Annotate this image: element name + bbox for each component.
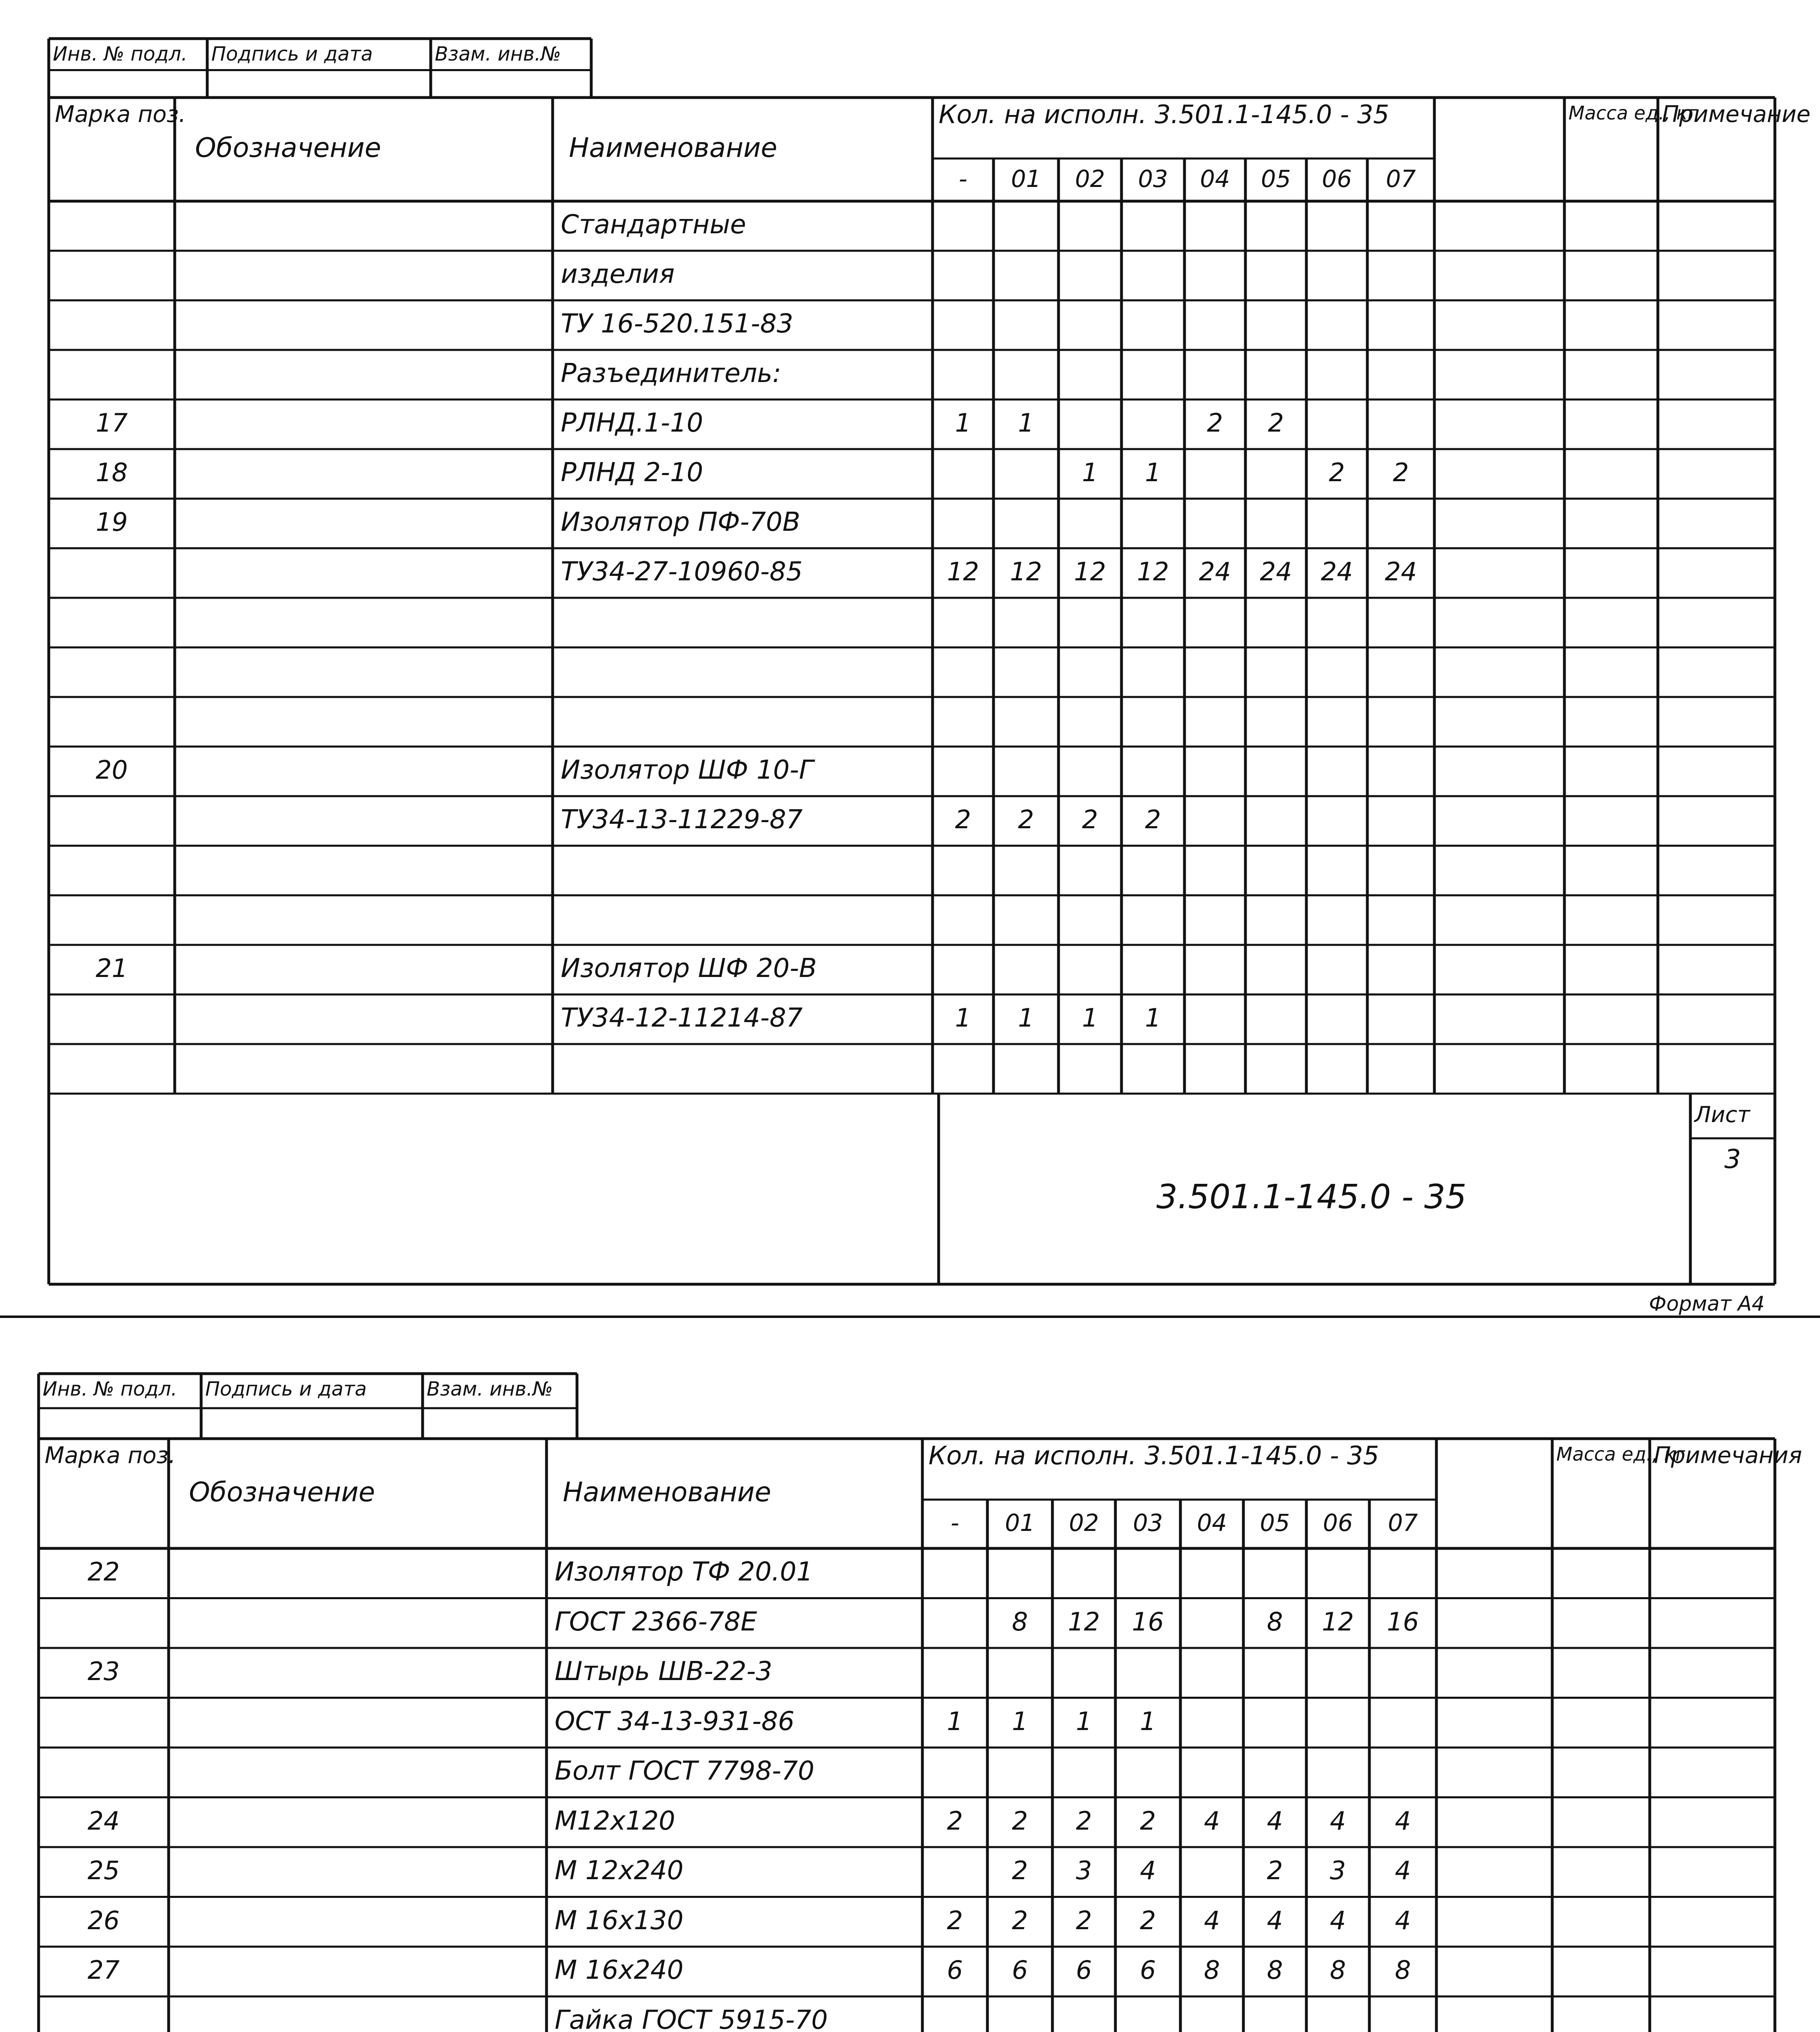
list-label: Лист <box>1694 1102 1750 1128</box>
row-qty: 8 <box>1267 1955 1283 1985</box>
doc-code: 3.501.1-145.0 - 35 <box>1156 1178 1467 1217</box>
row-qty: 3 <box>1076 1856 1092 1886</box>
row-qty: 4 <box>1204 1905 1220 1935</box>
header-mass: Масса ед., кг <box>1568 102 1698 124</box>
row-pos: 25 <box>87 1856 120 1886</box>
row-qty: 8 <box>1267 1606 1283 1637</box>
row-qty: 2 <box>1012 1806 1028 1836</box>
row-qty: 4 <box>1267 1806 1283 1836</box>
row-qty: 2 <box>1012 1856 1028 1886</box>
header-variant: 05 <box>1261 165 1291 193</box>
row-qty: 1 <box>1145 1003 1161 1033</box>
row-pos: 20 <box>95 755 128 785</box>
header-variant: 03 <box>1133 1509 1163 1537</box>
row-name: Разъединитель: <box>561 358 781 389</box>
row-name: Болт ГОСТ 7798-70 <box>555 1756 815 1787</box>
row-name: Изолятор ШФ 20-В <box>561 953 817 983</box>
row-qty: 1 <box>1140 1706 1156 1736</box>
row-qty: 1 <box>1018 1003 1034 1033</box>
list-number: 3 <box>1724 1144 1741 1174</box>
row-name: М 16х240 <box>555 1955 684 1986</box>
row-name: изделия <box>561 259 675 289</box>
row-qty: 2 <box>1329 457 1345 487</box>
row-qty: 4 <box>1330 1905 1346 1935</box>
row-qty: 12 <box>1322 1606 1354 1637</box>
header-note: Примечание <box>1662 101 1811 128</box>
row-qty: 6 <box>1076 1955 1092 1985</box>
row-name: Изолятор ШФ 10-Г <box>561 755 813 785</box>
row-qty: 3 <box>1330 1856 1346 1886</box>
row-name: М12х120 <box>555 1806 675 1836</box>
row-qty: 1 <box>1145 457 1161 487</box>
row-qty: 1 <box>1018 408 1034 438</box>
row-name: ГОСТ 2366-78Е <box>555 1606 757 1637</box>
row-name: Изолятор ТФ 20.01 <box>555 1557 813 1587</box>
row-name: ТУ 16-520.151-83 <box>561 308 794 339</box>
header-variant: 06 <box>1322 165 1352 193</box>
row-name: РЛНД.1-10 <box>561 408 703 438</box>
row-qty: 4 <box>1267 1905 1283 1935</box>
row-qty: 24 <box>1321 556 1353 586</box>
row-pos: 17 <box>95 408 128 438</box>
format-label: Формат А4 <box>1649 1292 1765 1316</box>
row-name: Штырь ШВ-22-3 <box>555 1656 772 1687</box>
header-designation: Обозначение <box>189 1476 375 1508</box>
header-note: Примечания <box>1654 1442 1802 1469</box>
row-qty: 12 <box>1074 556 1106 586</box>
row-pos: 24 <box>87 1806 120 1836</box>
header-mark: Марка поз. <box>55 101 186 128</box>
row-qty: 2 <box>1268 408 1284 438</box>
header-qty-title: Кол. на исполн. 3.501.1-145.0 - 35 <box>928 1440 1379 1470</box>
row-name: ТУ34-27-10960-85 <box>561 556 803 587</box>
row-name: ТУ34-13-11229-87 <box>561 804 803 835</box>
header-variant: 04 <box>1197 1509 1227 1537</box>
row-qty: 12 <box>1137 556 1169 586</box>
row-qty: 4 <box>1395 1856 1411 1886</box>
row-qty: 8 <box>1012 1606 1028 1637</box>
row-qty: 2 <box>947 1806 963 1836</box>
row-name: Гайка ГОСТ 5915-70 <box>555 2005 828 2032</box>
row-qty: 1 <box>955 1003 971 1033</box>
row-qty: 16 <box>1132 1606 1164 1637</box>
row-name: Изолятор ПФ-70В <box>561 507 800 537</box>
row-qty: 1 <box>955 408 971 438</box>
row-pos: 23 <box>87 1656 120 1687</box>
row-qty: 16 <box>1387 1606 1419 1637</box>
row-qty: 2 <box>1140 1806 1156 1836</box>
header-variant: 06 <box>1323 1509 1353 1537</box>
header-variant: 02 <box>1069 1509 1099 1537</box>
row-pos: 19 <box>95 507 128 537</box>
row-qty: 6 <box>947 1955 963 1985</box>
row-qty: 4 <box>1204 1806 1220 1836</box>
row-pos: 22 <box>87 1557 120 1587</box>
row-qty: 24 <box>1385 556 1417 586</box>
row-qty: 2 <box>1393 457 1409 487</box>
row-qty: 4 <box>1395 1905 1411 1935</box>
header-variant: 07 <box>1386 165 1416 193</box>
header-variant: 02 <box>1075 165 1105 193</box>
header-variant: 01 <box>1011 165 1041 193</box>
row-qty: 6 <box>1140 1955 1156 1985</box>
row-name: М 16х130 <box>555 1905 684 1936</box>
row-name: ОСТ 34-13-931-86 <box>555 1706 795 1737</box>
row-qty: 8 <box>1395 1955 1411 1985</box>
row-qty: 2 <box>1140 1905 1156 1935</box>
row-qty: 12 <box>1068 1606 1100 1637</box>
row-qty: 6 <box>1012 1955 1028 1985</box>
header-name: Наименование <box>569 132 777 164</box>
row-qty: 2 <box>1012 1905 1028 1935</box>
header-designation: Обозначение <box>195 132 381 164</box>
row-qty: 24 <box>1199 556 1231 586</box>
row-pos: 21 <box>95 953 128 983</box>
row-qty: 1 <box>947 1706 963 1736</box>
row-qty: 4 <box>1395 1806 1411 1836</box>
header-variant: 05 <box>1260 1509 1290 1537</box>
stamp-label: Взам. инв.№ <box>435 42 561 65</box>
header-name: Наименование <box>563 1476 771 1508</box>
row-pos: 18 <box>95 457 128 487</box>
row-qty: 2 <box>1076 1806 1092 1836</box>
stamp-label: Взам. инв.№ <box>427 1377 553 1400</box>
row-qty: 12 <box>947 556 979 586</box>
stamp-label: Инв. № подл. <box>53 42 188 65</box>
stamp-label: Подпись и дата <box>211 42 373 65</box>
row-qty: 2 <box>1076 1905 1092 1935</box>
header-qty-title: Кол. на исполн. 3.501.1-145.0 - 35 <box>939 99 1389 129</box>
row-qty: 2 <box>1082 804 1098 834</box>
header-variant: 04 <box>1200 165 1230 193</box>
row-name: РЛНД 2-10 <box>561 457 703 488</box>
row-qty: 2 <box>1267 1856 1283 1886</box>
row-qty: 1 <box>1082 1003 1098 1033</box>
row-qty: 2 <box>1018 804 1034 834</box>
row-qty: 8 <box>1330 1955 1346 1985</box>
header-variant: 03 <box>1138 165 1168 193</box>
row-qty: 2 <box>955 804 971 834</box>
row-qty: 4 <box>1140 1856 1156 1886</box>
header-variant: 07 <box>1388 1509 1418 1537</box>
header-variant: - <box>959 165 967 193</box>
header-mass: Масса ед., кг <box>1556 1443 1686 1465</box>
row-pos: 26 <box>87 1905 120 1935</box>
row-qty: 1 <box>1076 1706 1092 1736</box>
stamp-label: Инв. № подл. <box>43 1377 178 1400</box>
header-variant: 01 <box>1005 1509 1035 1537</box>
header-variant: - <box>950 1509 959 1537</box>
row-name: ТУ34-12-11214-87 <box>561 1003 803 1033</box>
row-qty: 2 <box>947 1905 963 1935</box>
row-pos: 27 <box>87 1955 120 1985</box>
stamp-label: Подпись и дата <box>205 1377 367 1400</box>
row-qty: 4 <box>1330 1806 1346 1836</box>
header-mark: Марка поз. <box>45 1442 176 1469</box>
row-qty: 2 <box>1207 408 1223 438</box>
row-qty: 24 <box>1260 556 1292 586</box>
row-qty: 1 <box>1082 457 1098 487</box>
row-qty: 12 <box>1010 556 1042 586</box>
row-name: Стандартные <box>561 209 746 240</box>
row-qty: 2 <box>1145 804 1161 834</box>
row-qty: 8 <box>1204 1955 1220 1985</box>
row-name: М 12х240 <box>555 1856 684 1886</box>
row-qty: 1 <box>1012 1706 1028 1736</box>
